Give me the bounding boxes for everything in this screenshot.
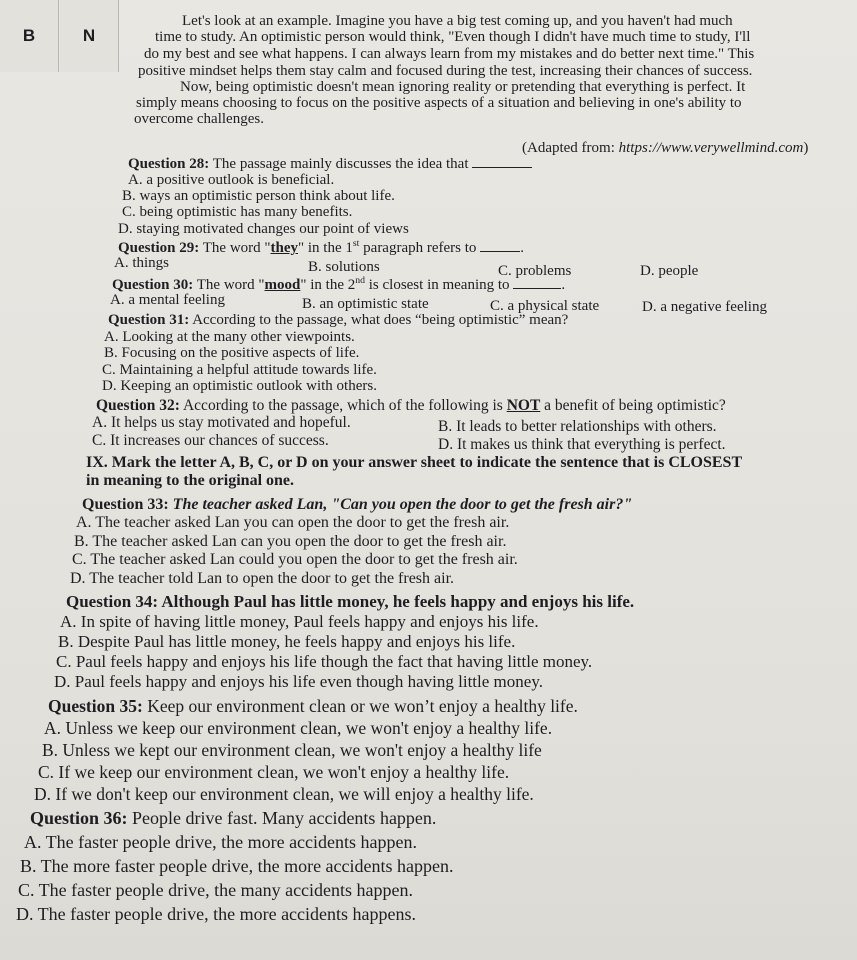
- answer-blank: [513, 276, 561, 289]
- q31-option-b: B. Focusing on the positive aspects of life.: [104, 345, 360, 361]
- passage-line: do my best and see what happens. I can always learn from my mistakes and do better next time." This: [144, 46, 755, 62]
- passage-line: time to study. An optimistic person would think, "Even though I didn't have much time to study, I'll: [155, 29, 751, 45]
- q28-option-c: C. being optimistic has many benefits.: [122, 204, 353, 220]
- question-31: Question 31: According to the passage, what does “being optimistic” mean?: [108, 312, 569, 328]
- question-28: Question 28: The passage mainly discusses the idea that: [128, 155, 532, 173]
- q35-option-b: B. Unless we kept our environment clean, we won't enjoy a healthy life: [42, 740, 542, 760]
- question-35: Question 35: Keep our environment clean or we won’t enjoy a healthy life.: [48, 696, 578, 716]
- passage-line: positive mindset helps them stay calm and focused during the test, increasing their chances of success.: [138, 63, 753, 79]
- q30-option-c: C. a physical state: [490, 298, 600, 314]
- q29-option-d: D. people: [640, 263, 699, 279]
- q36-option-c: C. The faster people drive, the many accidents happen.: [18, 880, 414, 900]
- passage-line: overcome challenges.: [134, 111, 264, 127]
- answer-blank: [472, 155, 532, 168]
- q36-option-d: D. The faster people drive, the more accidents happens.: [16, 904, 417, 924]
- q34-option-c: C. Paul feels happy and enjoys his life though the fact that having little money.: [56, 652, 593, 671]
- q28-option-b: B. ways an optimistic person think about life.: [122, 188, 395, 204]
- q28-option-a: A. a positive outlook is beneficial.: [128, 172, 335, 188]
- question-34: Question 34: Although Paul has little money, he feels happy and enjoys his life.: [66, 592, 635, 611]
- q33-option-d: D. The teacher told Lan to open the door to get the fresh air.: [70, 570, 455, 587]
- q33-option-c: C. The teacher asked Lan could you open the door to get the fresh air.: [72, 551, 518, 568]
- q33-option-a: A. The teacher asked Lan you can open the door to get the fresh air.: [76, 514, 510, 531]
- q29-option-b: B. solutions: [308, 259, 380, 275]
- section-heading-cont: in meaning to the original one.: [86, 472, 295, 489]
- q30-option-a: A. a mental feeling: [110, 292, 225, 308]
- q34-option-b: B. Despite Paul has little money, he feels happy and enjoys his life.: [58, 632, 516, 651]
- q32-option-a: A. It helps us stay motivated and hopeful.: [92, 414, 351, 431]
- q29-option-c: C. problems: [498, 263, 572, 279]
- q35-option-d: D. If we don't keep our environment clean, we will enjoy a healthy life.: [34, 784, 534, 804]
- question-32: Question 32: According to the passage, which of the following is NOT a benefit of being optimistic?: [96, 397, 726, 414]
- answer-blank: [480, 239, 520, 252]
- question-29: Question 29: The word "they" in the 1st paragraph refers to .: [118, 238, 524, 256]
- q32-option-d: D. It makes us think that everything is perfect.: [438, 436, 726, 453]
- q36-option-a: A. The faster people drive, the more accidents happen.: [24, 832, 418, 852]
- q28-option-d: D. staying motivated changes our point of views: [118, 221, 409, 237]
- q36-option-b: B. The more faster people drive, the more accidents happen.: [20, 856, 454, 876]
- q32-option-c: C. It increases our chances of success.: [92, 432, 329, 449]
- q35-option-a: A. Unless we keep our environment clean, we won't enjoy a healthy life.: [44, 718, 553, 738]
- question-36: Question 36: People drive fast. Many accidents happen.: [30, 808, 437, 828]
- q35-option-c: C. If we keep our environment clean, we won't enjoy a healthy life.: [38, 762, 510, 782]
- q34-option-a: A. In spite of having little money, Paul feels happy and enjoys his life.: [60, 612, 539, 631]
- source-url: https://www.verywellmind.com: [618, 140, 804, 156]
- q30-option-d: D. a negative feeling: [642, 299, 767, 315]
- tab-b[interactable]: B: [0, 0, 59, 72]
- passage-source: (Adapted from: https://www.verywellmind.com): [522, 140, 809, 156]
- q32-option-b: B. It leads to better relationships with others.: [438, 418, 717, 435]
- question-30: Question 30: The word "mood" in the 2nd is closest in meaning to .: [112, 275, 566, 293]
- q31-option-a: A. Looking at the many other viewpoints.: [104, 329, 355, 345]
- q30-option-b: B. an optimistic state: [302, 296, 429, 312]
- q31-option-c: C. Maintaining a helpful attitude towards life.: [102, 362, 377, 378]
- tab-n[interactable]: N: [60, 0, 119, 72]
- tab-strip: [0, 0, 140, 80]
- q34-option-d: D. Paul feels happy and enjoys his life even though having little money.: [54, 672, 543, 691]
- passage-line: simply means choosing to focus on the positive aspects of a situation and believing in one's ability to: [136, 95, 742, 111]
- q33-option-b: B. The teacher asked Lan can you open the door to get the fresh air.: [74, 533, 507, 550]
- question-33: Question 33: The teacher asked Lan, "Can you open the door to get the fresh air?": [82, 496, 633, 513]
- q29-option-a: A. things: [114, 255, 170, 271]
- section-heading: IX. Mark the letter A, B, C, or D on your answer sheet to indicate the sentence that is CLOSEST: [86, 454, 743, 471]
- passage-line: Now, being optimistic doesn't mean ignoring reality or pretending that everything is perfect. It: [180, 79, 746, 95]
- passage-line: Let's look at an example. Imagine you have a big test coming up, and you haven't had much: [182, 13, 733, 29]
- q31-option-d: D. Keeping an optimistic outlook with others.: [102, 378, 377, 394]
